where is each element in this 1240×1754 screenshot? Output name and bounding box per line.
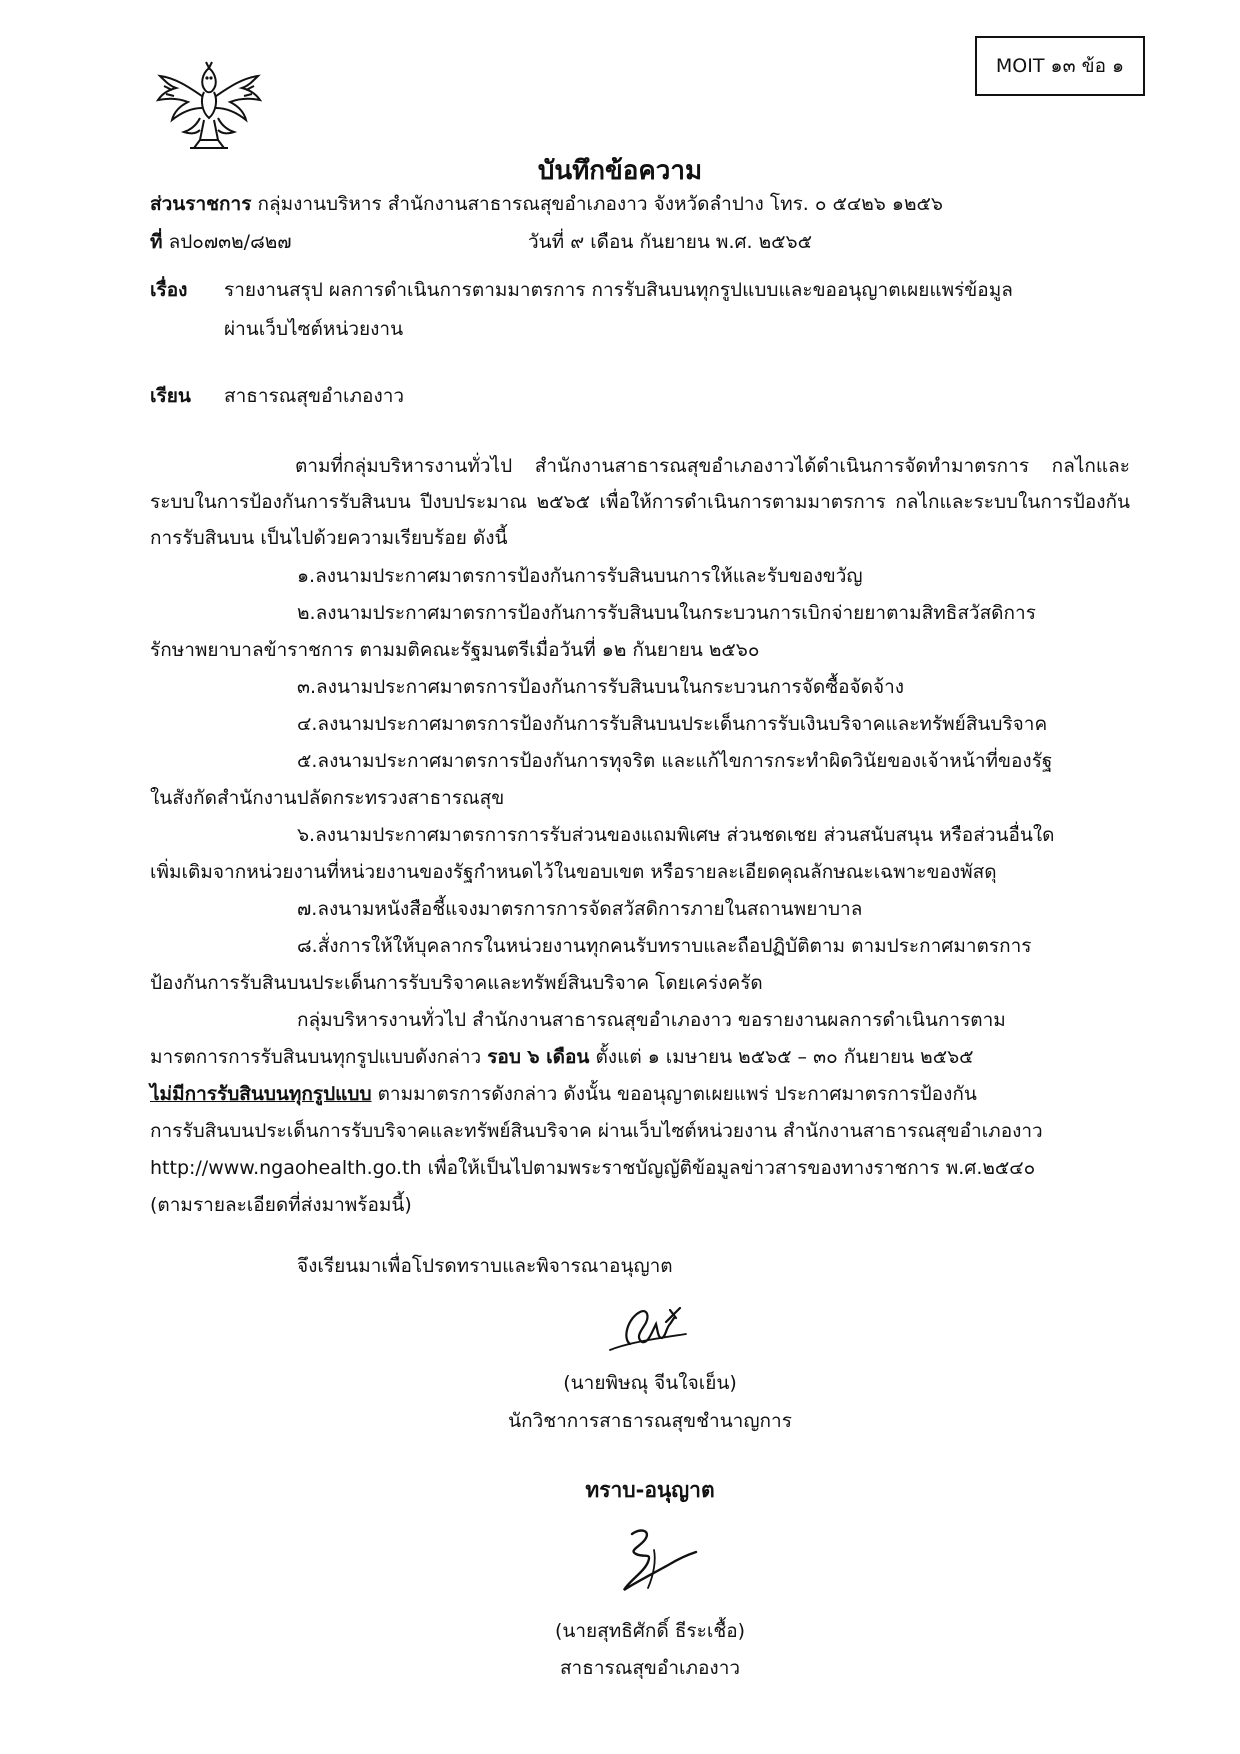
approval-label: ทราบ-อนุญาต bbox=[585, 1478, 715, 1502]
list-item: ๓.ลงนามประกาศมาตรการป้องกันการรับสินบนในกระบวนการจัดซื้อจัดจ้าง bbox=[297, 676, 905, 698]
signature-1-icon bbox=[600, 1298, 700, 1354]
no-bribery-statement: ไม่มีการรับสินบนทุกรูปแบบ bbox=[150, 1083, 372, 1105]
moit-label: MOIT ๑๓ ข้อ ๑ bbox=[995, 55, 1125, 77]
report-line-2-text: มารตการการรับสินบนทุกรูปแบบดังกล่าว bbox=[150, 1046, 482, 1068]
list-item: ๕.ลงนามประกาศมาตรการป้องกันการทุจริต และแก้ไขการกระทำผิดวินัยของเจ้าหน้าที่ของรัฐ bbox=[297, 750, 1053, 772]
agency-label: ส่วนราชการ bbox=[150, 193, 252, 215]
subject-line-1: รายงานสรุป ผลการดำเนินการตามมาตรการ การรับสินบนทุกรูปแบบและขออนุญาตเผยแพร่ข้อมูล bbox=[224, 279, 1013, 301]
garuda-icon bbox=[150, 60, 268, 158]
list-item: ๖.ลงนามประกาศมาตรการการรับส่วนของแถมพิเศษ ส่วนชดเชย ส่วนสนับสนุน หรือส่วนอื่นใด bbox=[297, 824, 1055, 846]
date-line bbox=[528, 231, 812, 253]
list-item-continued: ในสังกัดสำนักงานปลัดกระทรวงสาธารณสุข bbox=[150, 787, 505, 809]
list-item-continued: ป้องกันการรับสินบนประเด็นการรับบริจาคและทรัพย์สินบริจาค โดยเคร่งครัด bbox=[150, 972, 763, 994]
report-line-3-text: ตามมาตรการดังกล่าว ดังนั้น ขออนุญาตเผยแพร่ ประกาศมาตรการป้องกัน bbox=[377, 1083, 977, 1105]
list-item: ๒.ลงนามประกาศมาตรการป้องกันการรับสินบนในกระบวนการเบิกจ่ายยาตามสิทธิสวัสดิการ bbox=[297, 602, 1036, 624]
report-line-2 bbox=[150, 1046, 974, 1068]
list-item: ๔.ลงนามประกาศมาตรการป้องกันการรับสินบนประเด็นการรับเงินบริจาคและทรัพย์สินบริจาค bbox=[297, 713, 1048, 735]
date-label: วันที่ bbox=[528, 231, 565, 253]
signer-2-name: (นายสุทธิศักดิ์ ธีระเชื้อ) bbox=[554, 1620, 746, 1642]
to-label: เรียน bbox=[150, 385, 191, 407]
moit-reference-box bbox=[975, 36, 1145, 96]
intro-paragraph: ตามที่กลุ่มบริหารงานทั่วไป สำนักงานสาธารณสุขอำเภองาวได้ดำเนินการจัดทำมาตรการ กลไกและระบบในการป้องกันการรับสินบน ปีงบประมาณ ๒๕๖๕ เพื่อให้การดำเนินการตามมาตรการ กลไกและระบบในการป้องกันการรับสินบน เป็นไปด้วยความเรียบร้อย ดังนี้ bbox=[150, 455, 1130, 549]
report-line-4: การรับสินบนประเด็นการรับบริจาคและทรัพย์สินบริจาค ผ่านเว็บไซต์หน่วยงาน สำนักงานสาธารณสุขอำเภองาว bbox=[150, 1120, 1043, 1142]
report-line-3 bbox=[150, 1083, 977, 1105]
closing-line: จึงเรียนมาเพื่อโปรดทราบและพิจารณาอนุญาต bbox=[297, 1255, 673, 1277]
signer-1-name: (นายพิษณุ จีนใจเย็น) bbox=[563, 1372, 737, 1394]
list-item: ๘.สั่งการให้ให้บุคลากรในหน่วยงานทุกคนรับทราบและถือปฏิบัติตาม ตามประกาศมาตรการ bbox=[297, 935, 1032, 957]
to-value: สาธารณสุขอำเภองาว bbox=[224, 385, 405, 407]
list-item-continued: เพิ่มเติมจากหน่วยงานที่หน่วยงานของรัฐกำหนดไว้ในขอบเขต หรือรายละเอียดคุณลักษณะเฉพาะของพัสดุ bbox=[150, 861, 997, 883]
signer-2-position: สาธารณสุขอำเภองาว bbox=[559, 1657, 741, 1679]
report-period-range: ตั้งแต่ ๑ เมษายน ๒๕๖๕ – ๓๐ กันยายน ๒๕๖๕ bbox=[595, 1046, 974, 1068]
report-line-1: กลุ่มบริหารงานทั่วไป สำนักงานสาธารณสุขอำเภองาว ขอรายงานผลการดำเนินการตาม bbox=[297, 1009, 1006, 1031]
list-item: ๗.ลงนามหนังสือชี้แจงมาตรการการจัดสวัสดิการภายในสถานพยาบาล bbox=[297, 898, 863, 920]
agency-line bbox=[150, 193, 943, 215]
list-item: ๑.ลงนามประกาศมาตรการป้องกันการรับสินบนการให้และรับของขวัญ bbox=[297, 565, 863, 587]
reference-label: ที่ bbox=[150, 231, 163, 253]
report-line-5: http://www.ngaohealth.go.th เพื่อให้เป็นไปตามพระราชบัญญัติข้อมูลข่าวสารของทางราชการ พ.ศ.๒๕๔๐ bbox=[150, 1157, 1036, 1179]
signer-1-position: นักวิชาการสาธารณสุขชำนาญการ bbox=[508, 1410, 792, 1432]
signature-2-icon bbox=[596, 1520, 706, 1600]
list-item-continued: รักษาพยาบาลข้าราชการ ตามมติคณะรัฐมนตรีเมื่อวันที่ ๑๒ กันยายน ๒๕๖๐ bbox=[150, 639, 760, 661]
reference-line bbox=[150, 231, 292, 253]
date-value: ๙ เดือน กันยายน พ.ศ. ๒๕๖๕ bbox=[570, 231, 812, 253]
report-period-highlight: รอบ ๖ เดือน bbox=[487, 1046, 590, 1068]
reference-value: ลป๐๗๓๒/๘๒๗ bbox=[168, 231, 292, 253]
subject-label: เรื่อง bbox=[150, 279, 188, 301]
report-line-6: (ตามรายละเอียดที่ส่งมาพร้อมนี้) bbox=[150, 1194, 412, 1216]
agency-value: กลุ่มงานบริหาร สำนักงานสาธารณสุขอำเภองาว จังหวัดลำปาง โทร. ๐ ๕๔๒๖ ๑๒๕๖ bbox=[257, 193, 943, 215]
subject-line-2: ผ่านเว็บไซต์หน่วยงาน bbox=[224, 318, 404, 340]
page-title: บันทึกข้อความ bbox=[537, 156, 703, 186]
